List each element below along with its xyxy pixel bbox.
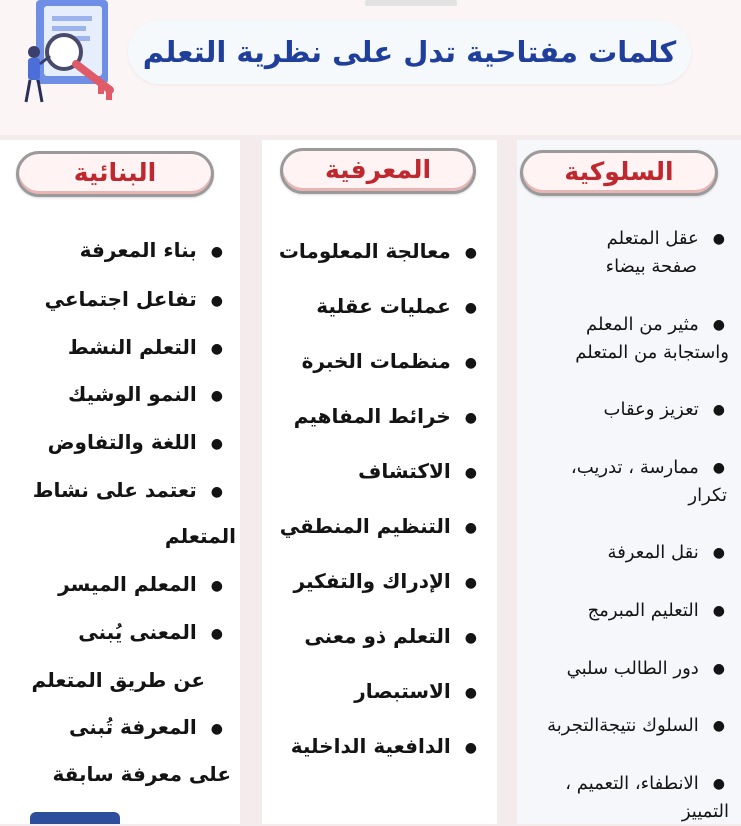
bullet-dot-icon: ● (712, 545, 725, 561)
list-item-continuation: المتعلم (164, 524, 236, 548)
bullet-dot-icon: ● (210, 577, 223, 594)
list-item: ●النمو الوشيك (68, 380, 223, 410)
bullet-dot-icon: ● (210, 387, 223, 404)
bullet-dot-icon: ● (464, 464, 477, 481)
bullet-dot-icon: ● (712, 776, 725, 792)
bullet-dot-icon: ● (210, 435, 223, 452)
bullet-dot-icon: ● (210, 243, 223, 260)
list-item: ●معالجة المعلومات (279, 237, 477, 267)
list-item: ●نقل المعرفة (608, 539, 725, 567)
bullet-dot-icon: ● (210, 625, 223, 642)
list-item: ●التنظيم المنطقي (280, 512, 477, 542)
bullet-dot-icon: ● (464, 409, 477, 426)
bullet-dot-icon: ● (712, 661, 725, 677)
search-key-illustration-icon (14, 0, 126, 108)
list-item: ●التعليم المبرمج (588, 597, 725, 625)
list-item: ●تفاعل اجتماعي (45, 285, 223, 315)
list-item: ●خرائط المفاهيم (294, 402, 477, 432)
bullet-dot-icon: ● (464, 299, 477, 316)
bullet-dot-icon: ● (464, 684, 477, 701)
bullet-dot-icon: ● (464, 629, 477, 646)
list-item: ●بناء المعرفة (80, 236, 223, 266)
list-item: ●اللغة والتفاوض (48, 428, 223, 458)
list-item: ●تعزيز وعقاب (604, 396, 725, 424)
bullet-dot-icon: ● (464, 354, 477, 371)
list-item-continuation: تكرار (688, 485, 727, 506)
list-item: ●التعلم النشط (68, 333, 223, 363)
bullet-dot-icon: ● (464, 739, 477, 756)
bullet-dot-icon: ● (712, 317, 725, 333)
list-item: ●الدافعية الداخلية (291, 732, 477, 762)
list-item: ●منظمات الخبرة (302, 347, 477, 377)
list-item: ●مثير من المعلم (586, 311, 725, 339)
bullet-dot-icon: ● (464, 574, 477, 591)
list-item-continuation: عن طريق المتعلم (31, 668, 205, 692)
bullet-dot-icon: ● (464, 519, 477, 536)
list-item: ●ممارسة ، تدريب، (571, 454, 725, 482)
list-item: ●المعلم الميسر (58, 570, 223, 600)
list-item: ●عقل المتعلم (607, 225, 725, 253)
bullet-dot-icon: ● (712, 603, 725, 619)
list-item-continuation: واستجابة من المتعلم (575, 342, 729, 363)
heading-constructivism: البنائية (16, 151, 214, 197)
bullet-dot-icon: ● (712, 718, 725, 734)
bullet-dot-icon: ● (712, 231, 725, 247)
list-item: ●الانطفاء، التعميم ، (565, 770, 725, 798)
list-item: ●دور الطالب سلبي (567, 655, 725, 683)
heading-behaviorism: السلوكية (520, 150, 718, 196)
list-item: ●عمليات عقلية (316, 292, 477, 322)
page-title: كلمات مفتاحية تدل على نظرية التعلم (142, 35, 677, 69)
list-item: ●المعنى يُبنى (78, 618, 223, 648)
heading-cognitivism: المعرفية (280, 148, 476, 194)
list-item: ●السلوك نتيجةالتجربة (547, 712, 725, 740)
list-item-continuation: التمييز (681, 801, 729, 822)
list-item: ●تعتمد على نشاط (33, 476, 223, 506)
list-item: ●الإدراك والتفكير (294, 567, 477, 597)
bullet-dot-icon: ● (210, 483, 223, 500)
list-item-continuation: صفحة بيضاء (605, 256, 697, 277)
bullet-dot-icon: ● (210, 720, 223, 737)
bullet-dot-icon: ● (464, 244, 477, 261)
list-item: ●التعلم ذو معنى (304, 622, 477, 652)
list-item: ●المعرفة تُبنى (69, 713, 223, 743)
bullet-dot-icon: ● (210, 292, 223, 309)
bullet-dot-icon: ● (210, 340, 223, 357)
corner-decoration (30, 812, 120, 824)
list-item: ●الاكتشاف (358, 457, 477, 487)
bullet-dot-icon: ● (712, 402, 725, 418)
list-item-continuation: على معرفة سابقة (52, 762, 231, 786)
list-item: ●الاستبصار (354, 677, 477, 707)
decorative-strip (365, 0, 457, 6)
bullet-dot-icon: ● (712, 460, 725, 476)
